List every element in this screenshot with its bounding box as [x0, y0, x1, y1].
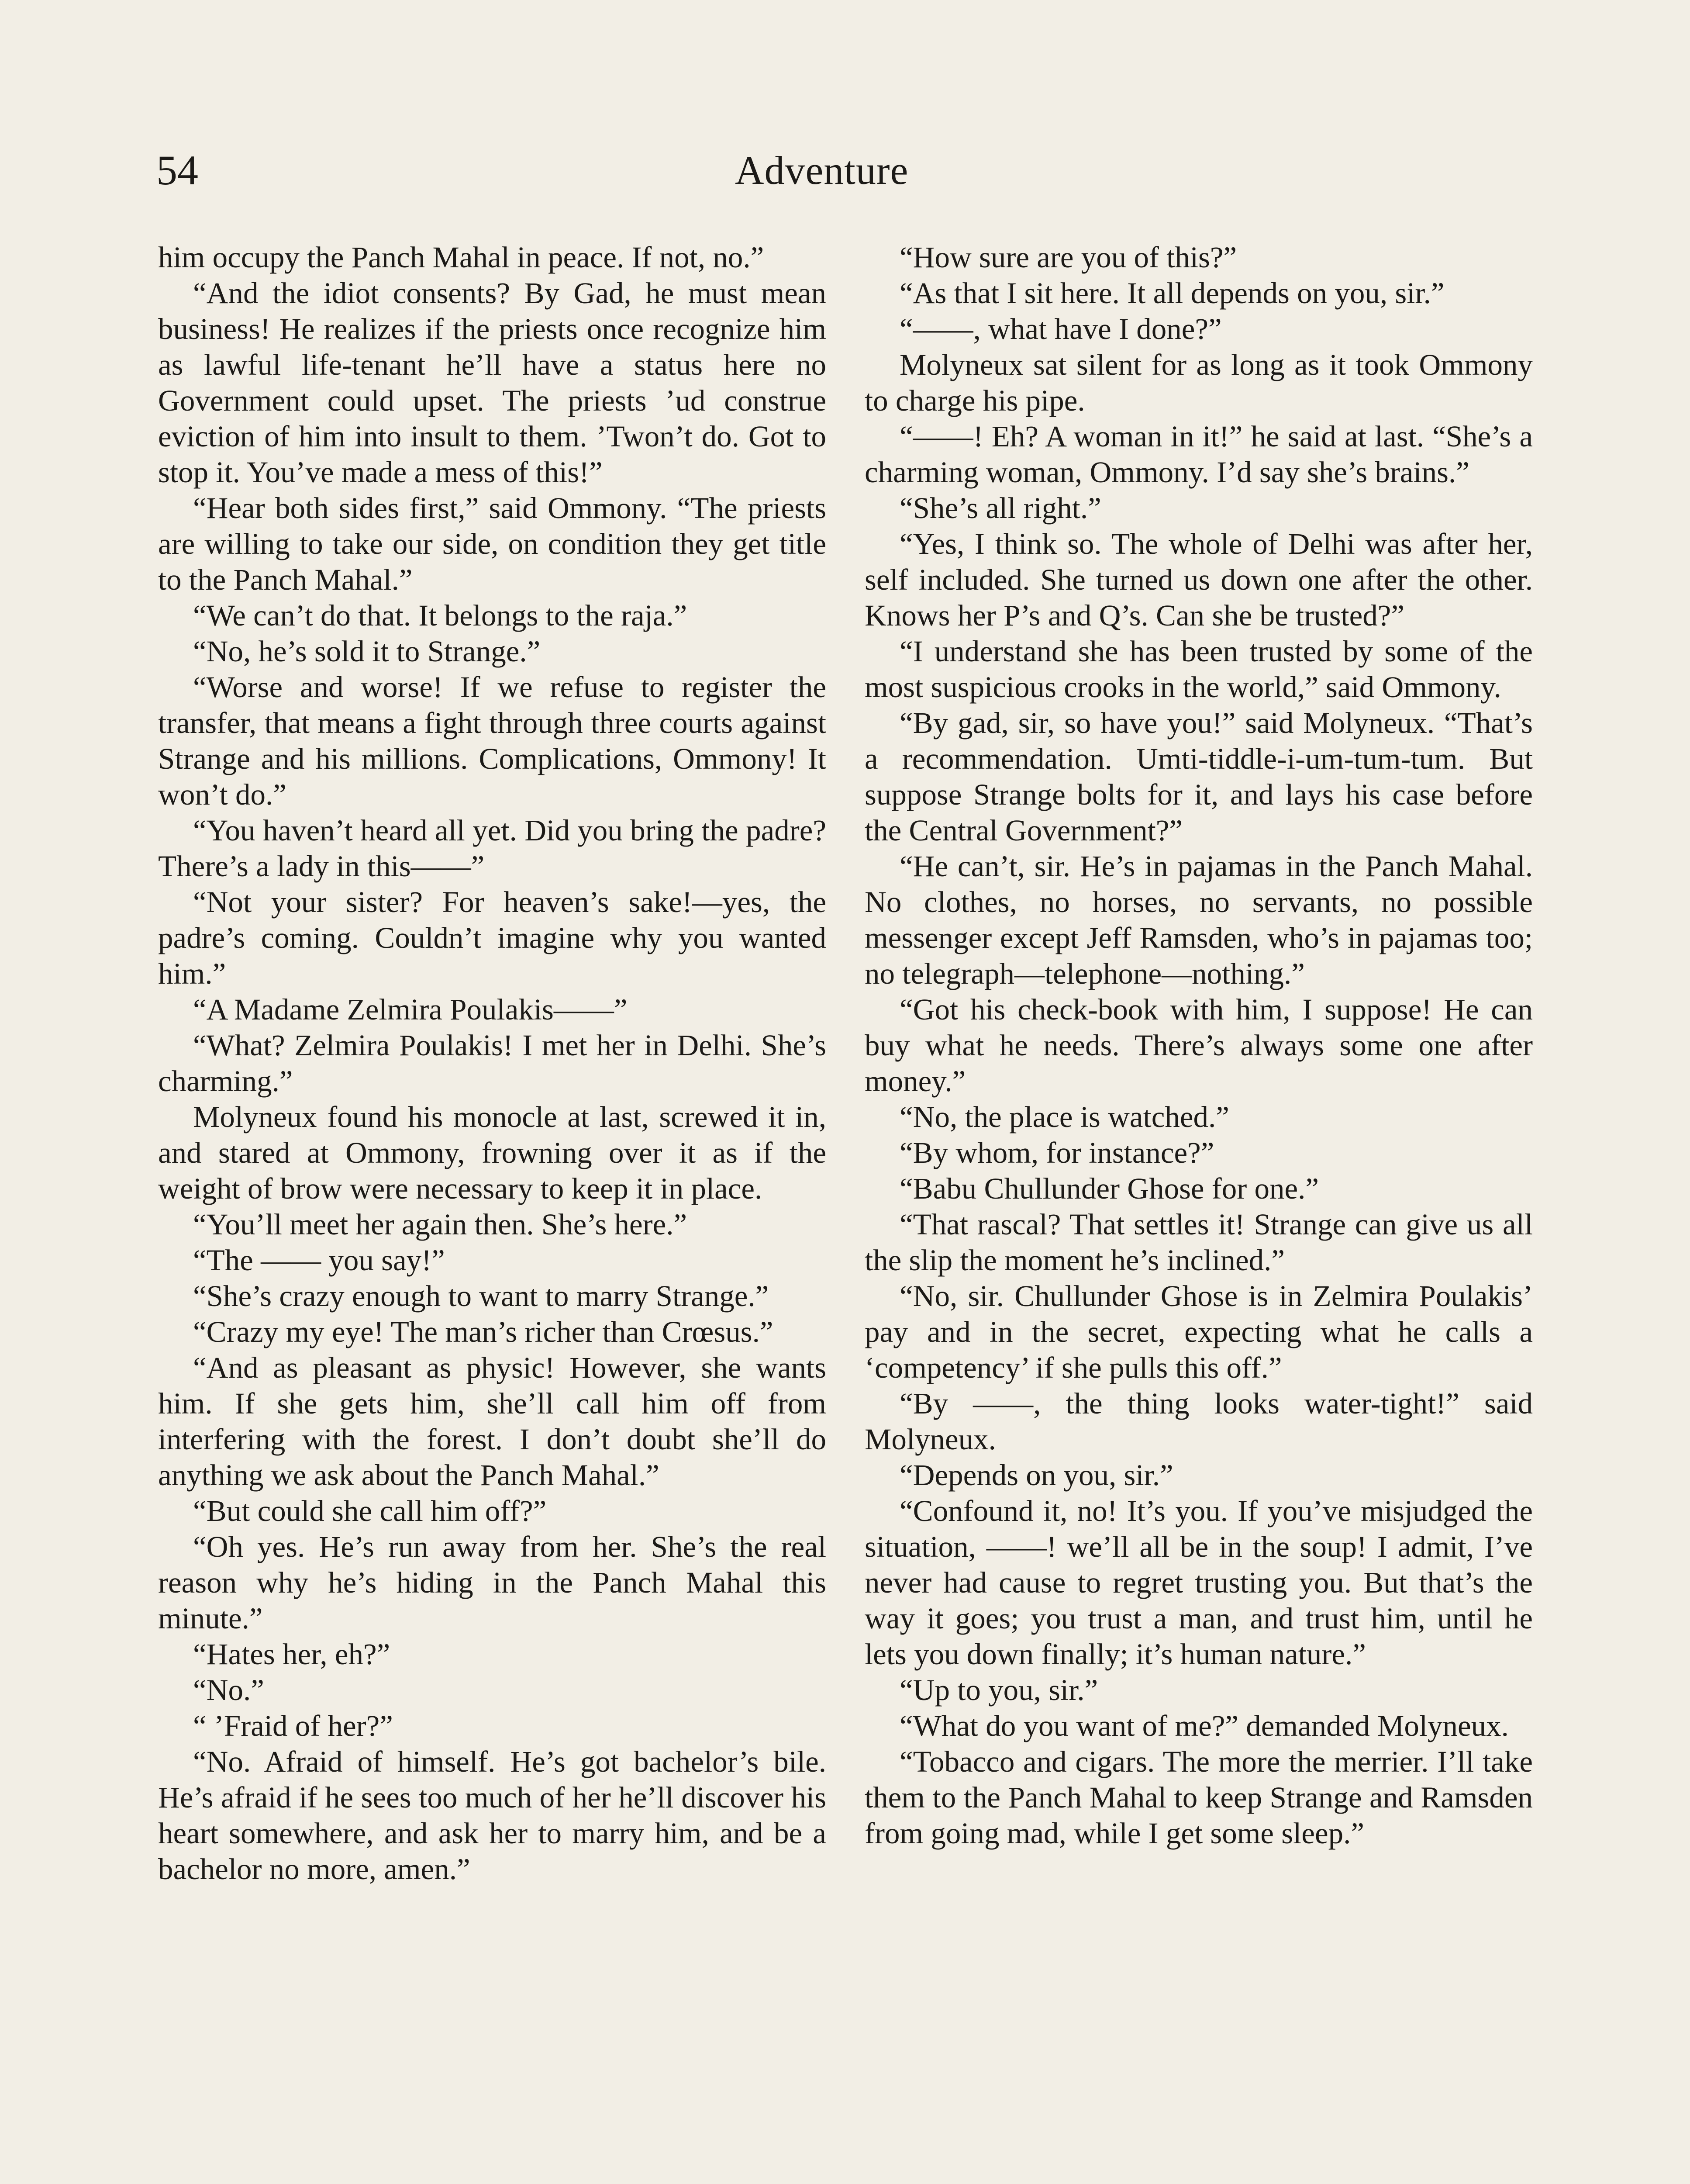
paragraph: “By gad, sir, so have you!” said Molyneux. “That’s a recommendation. Umti-tiddle-i-um-tum-tum. But suppose Strange bolts for it, and lays his case before the Central Government?” — [865, 706, 1533, 847]
paragraph: “Confound it, no! It’s you. If you’ve misjudged the situation, ——! we’ll all be in the soup! I admit, I’ve never had cause to regret trusting you. But that’s the way it goes; you trust a man, and trust him, until he lets you down finally; it’s human nature.” — [865, 1494, 1533, 1671]
left-text-column — [158, 239, 826, 1887]
paragraph: “No, sir. Chullunder Ghose is in Zelmira Poulakis’ pay and in the secret, expecting what he calls a ‘competency’ if she pulls this off.” — [865, 1279, 1533, 1384]
paragraph: “Hear both sides first,” said Ommony. “The priests are willing to take our side, on condition they get title to the Panch Mahal.” — [158, 491, 826, 596]
paragraph: “How sure are you of this?” — [900, 241, 1237, 274]
paragraph: “No. Afraid of himself. He’s got bachelor’s bile. He’s afraid if he sees too much of her he’ll discover his heart somewhere, and ask her to marry him, and be a bachelor no more, amen.” — [158, 1745, 826, 1886]
paragraph: “No, the place is watched.” — [900, 1100, 1229, 1133]
paragraph: “By whom, for instance?” — [900, 1136, 1214, 1169]
paragraph: “——! Eh? A woman in it!” he said at last. “She’s a charming woman, Ommony. I’d say she’s brains.” — [865, 420, 1533, 489]
paragraph: “Up to you, sir.” — [900, 1673, 1098, 1707]
paragraph: “By ——, the thing looks water-tight!” said Molyneux. — [865, 1387, 1533, 1456]
running-title: Adventure — [735, 148, 909, 193]
paragraph: “No, he’s sold it to Strange.” — [193, 635, 541, 668]
paragraph: “You haven’t heard all yet. Did you bring the padre? There’s a lady in this——” — [158, 814, 826, 883]
paragraph: “She’s all right.” — [900, 491, 1101, 525]
paragraph: “Got his check-book with him, I suppose! He can buy what he needs. There’s always some one after money.” — [865, 993, 1533, 1098]
paragraph: “She’s crazy enough to want to marry Strange.” — [193, 1279, 769, 1313]
paragraph: “ ’Fraid of her?” — [193, 1709, 393, 1742]
paragraph: “Hates her, eh?” — [193, 1638, 390, 1671]
paragraph: “What do you want of me?” demanded Molyneux. — [900, 1709, 1509, 1742]
paragraph: “But could she call him off?” — [193, 1494, 547, 1527]
paragraph: “——, what have I done?” — [900, 312, 1222, 346]
right-text-column — [865, 239, 1533, 1851]
page-number: 54 — [156, 147, 198, 194]
paragraph: Molyneux sat silent for as long as it took Ommony to charge his pipe. — [865, 348, 1533, 417]
paragraph: “Oh yes. He’s run away from her. She’s the real reason why he’s hiding in the Panch Mahal this minute.” — [158, 1530, 826, 1635]
paragraph: “And as pleasant as physic! However, she wants him. If she gets him, she’ll call him off from interfering with the forest. I don’t doubt she’ll do anything we ask about the Panch Mahal.” — [158, 1351, 826, 1492]
paragraph: “And the idiot consents? By Gad, he must mean business! He realizes if the priests once recognize him as lawful life-tenant he’ll have a status here no Government could upset. The priests ’ud construe eviction of him into insult to them. ’Twon’t do. Got to stop it. You’ve made a mess of this!” — [158, 276, 826, 489]
paragraph: “Babu Chullunder Ghose for one.” — [900, 1172, 1319, 1205]
paragraph: “Tobacco and cigars. The more the merrier. I’ll take them to the Panch Mahal to keep Strange and Ramsden from going mad, while I get some sleep.” — [865, 1745, 1533, 1850]
paragraph: “The —— you say!” — [193, 1244, 445, 1277]
paragraph: “Crazy my eye! The man’s richer than Crœsus.” — [193, 1315, 773, 1348]
paragraph: “You’ll meet her again then. She’s here.” — [193, 1208, 687, 1241]
paragraph: “I understand she has been trusted by some of the most suspicious crooks in the world,” said Ommony. — [865, 635, 1533, 704]
paragraph: “Not your sister? For heaven’s sake!—yes, the padre’s coming. Couldn’t imagine why you wanted him.” — [158, 885, 826, 990]
paragraph: “We can’t do that. It belongs to the raja.” — [193, 599, 687, 632]
paragraph: “Worse and worse! If we refuse to register the transfer, that means a fight through three courts against Strange and his millions. Complications, Ommony! It won’t do.” — [158, 670, 826, 811]
paragraph: “A Madame Zelmira Poulakis——” — [193, 993, 628, 1026]
paragraph: Molyneux found his monocle at last, screwed it in, and stared at Ommony, frowning over it as if the weight of brow were necessary to keep it in place. — [158, 1100, 826, 1205]
paragraph: “That rascal? That settles it! Strange can give us all the slip the moment he’s inclined.” — [865, 1208, 1533, 1277]
paragraph: “Depends on you, sir.” — [900, 1458, 1173, 1492]
page-header — [0, 0, 1690, 210]
paragraph: him occupy the Panch Mahal in peace. If not, no.” — [158, 241, 764, 274]
paragraph: “Yes, I think so. The whole of Delhi was after her, self included. She turned us down one after the other. Knows her P’s and Q’s. Can she be trusted?” — [865, 527, 1533, 632]
paragraph: “He can’t, sir. He’s in pajamas in the Panch Mahal. No clothes, no horses, no servants, no possible messenger except Jeff Ramsden, who’s in pajamas too; no telegraph—telephone—nothing.” — [865, 850, 1533, 990]
paragraph: “What? Zelmira Poulakis! I met her in Delhi. She’s charming.” — [158, 1029, 826, 1098]
paragraph: “As that I sit here. It all depends on you, sir.” — [900, 276, 1445, 310]
paragraph: “No.” — [193, 1673, 264, 1707]
